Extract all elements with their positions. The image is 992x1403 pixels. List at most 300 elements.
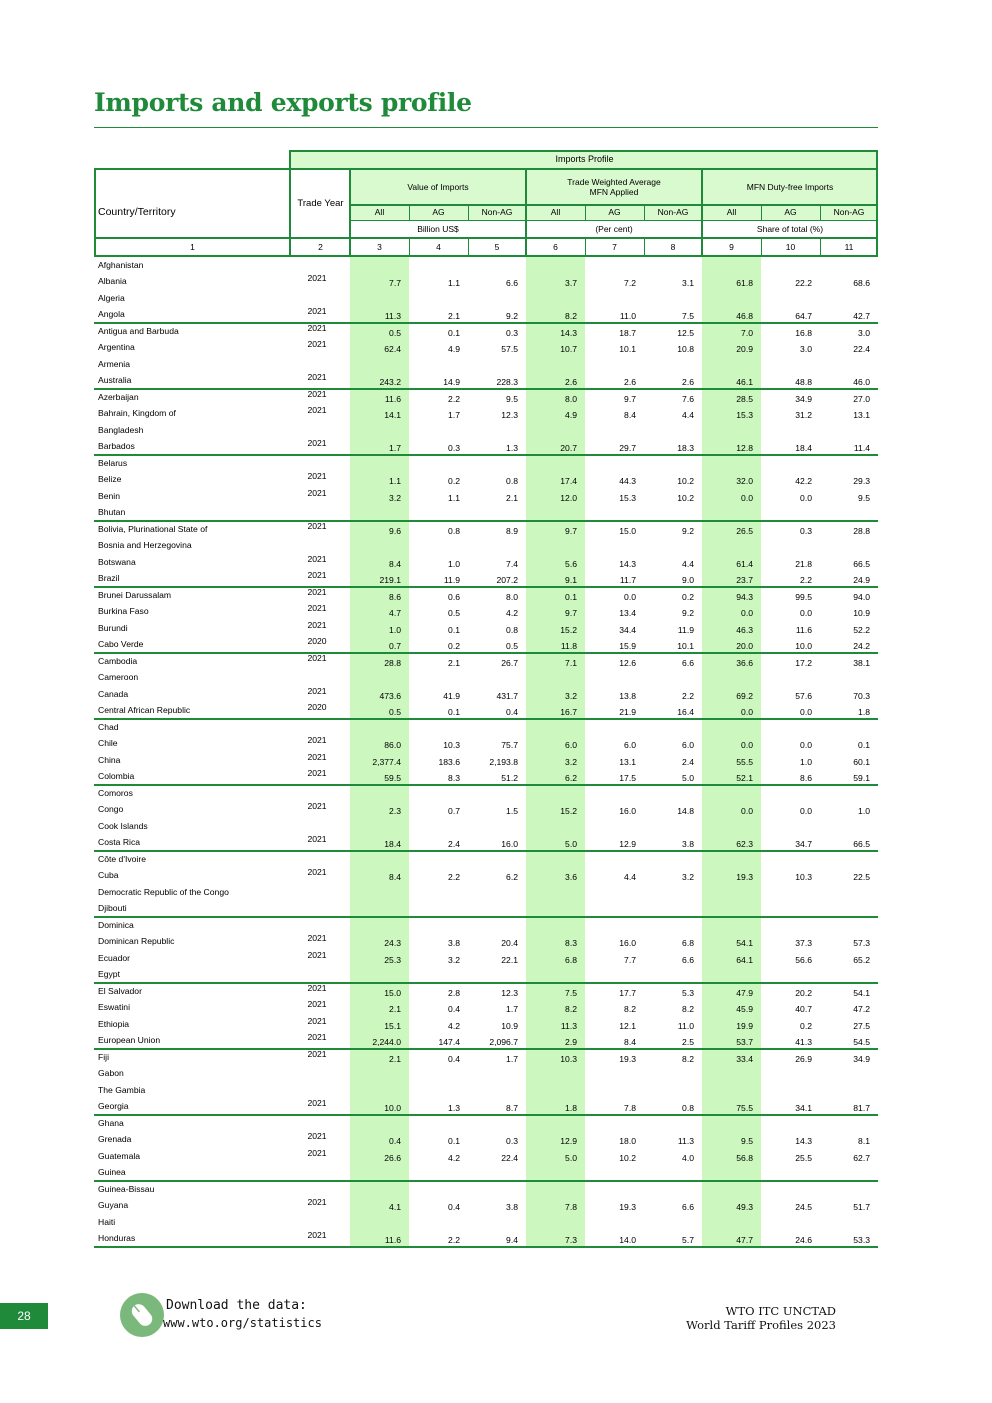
country-name: European Union [98,1035,161,1045]
value-cell: 62.7 [853,1152,870,1163]
country-name: Australia [98,375,132,385]
value-cell: 70.3 [853,690,870,701]
value-cell: 49.3 [736,1202,753,1212]
value-cell: 52.2 [853,624,870,635]
column-number: 4 [436,241,441,252]
value-cell: 2.2 [800,575,812,585]
value-cell: 1.7 [389,443,401,453]
value-cell: 19.3 [619,1202,636,1212]
trade-year-header: Trade Year [297,198,344,210]
value-cell: 12.0 [560,492,577,503]
border-sub-divider [585,204,586,221]
table-row [94,1214,878,1231]
value-cell: 5.0 [565,839,577,849]
country-name: Armenia [98,358,130,369]
country-name: Brazil [98,573,120,583]
value-cell: 34.4 [619,624,636,635]
value-cell: 0.0 [800,707,812,717]
trade-year: 2021 [307,570,327,580]
value-cell: 17.7 [619,987,636,998]
value-cell: 9.6 [389,525,401,536]
value-cell: 0.8 [448,525,460,536]
value-cell: 0.0 [800,806,812,816]
value-cell: 24.5 [795,1202,812,1212]
value-cell: 4.9 [565,410,577,420]
value-cell: 0.2 [682,591,694,602]
table-row [94,570,878,587]
country-name: Ecuador [98,952,131,963]
value-cell: 8.9 [506,525,518,536]
border-value-right [525,168,527,257]
country-name: The Gambia [98,1084,146,1095]
value-cell: 16.7 [560,707,577,717]
value-cell: 22.4 [853,344,870,354]
border-right [876,150,878,257]
value-cell: 1.7 [448,410,460,420]
subheader-cell: AG [585,205,644,220]
trade-year: 2021 [307,1131,327,1141]
value-cell: 7.7 [624,954,636,965]
value-cell: 0.0 [741,707,753,717]
value-cell: 44.3 [619,476,636,486]
value-cell: 7.8 [565,1202,577,1212]
value-cell: 10.3 [795,872,812,882]
value-cell: 0.7 [448,806,460,816]
value-cell: 10.8 [677,344,694,354]
value-cell: 8.3 [448,773,460,783]
unit-percent: (Per cent) [595,223,633,234]
value-cell: 57.6 [795,690,812,701]
trade-year: 2021 [307,751,327,762]
value-cell: 14.3 [560,327,577,338]
country-name: Guinea [98,1167,126,1177]
value-cell: 19.3 [619,1053,636,1064]
country-name: Dominica [98,919,134,930]
table-row [94,966,878,983]
value-cell: 12.8 [736,443,753,453]
border-sub-divider [644,204,645,221]
imports-profile-header: Imports Profile [291,151,878,168]
country-name: Afghanistan [98,259,144,270]
value-cell: 46.8 [736,311,753,321]
value-cell: 2.5 [682,1037,694,1047]
value-cell: 0.1 [448,707,460,717]
border-below-sub [350,220,878,221]
table-row [94,834,878,851]
value-cell: 15.1 [384,1020,401,1031]
value-cell: 33.4 [736,1053,753,1064]
border-top-imports [291,150,878,152]
twa-line2: MFN Applied [589,187,639,197]
country-name: Djibouti [98,903,127,913]
value-cell: 1.7 [506,1004,518,1014]
value-cell: 13.1 [853,410,870,420]
value-cell: 53.3 [853,1235,870,1245]
column-number: 2 [318,241,323,252]
country-name: Guatemala [98,1150,141,1161]
value-cell: 2,377.4 [372,756,401,767]
trade-year: 2021 [307,1230,327,1240]
table-row [94,1148,878,1165]
value-cell: 36.6 [736,657,753,668]
value-cell: 0.3 [800,525,812,536]
value-cell: 1.0 [389,624,401,635]
table-row [94,1032,878,1049]
country-name: Georgia [98,1101,129,1111]
download-label: Download the data: [166,1298,307,1313]
value-cell: 183.6 [438,756,460,767]
value-cell: 94.3 [736,591,753,602]
trade-year: 2021 [307,1197,327,1207]
trade-year: 2021 [307,306,327,316]
value-cell: 56.6 [795,954,812,965]
value-cell: 2.6 [565,377,577,387]
value-cell: 32.0 [736,476,753,486]
country-name: Bosnia and Herzegovina [98,540,192,550]
value-cell: 6.8 [682,938,694,948]
value-cell: 4.4 [682,410,694,420]
trade-year: 2021 [307,1048,327,1059]
value-cell: 2.3 [389,806,401,816]
value-cell: 17.2 [795,657,812,668]
value-cell: 0.0 [741,806,753,816]
value-cell: 26.7 [501,657,518,668]
country-name: Cameroon [98,672,139,682]
value-cell: 7.3 [565,1235,577,1245]
table-row [94,1016,878,1033]
value-cell: 28.8 [384,657,401,668]
value-cell: 26.5 [736,525,753,536]
border-sub-divider [468,204,469,221]
download-link[interactable]: www.wto.org/statistics [163,1316,322,1330]
value-cell: 11.6 [795,624,812,635]
table-row [94,488,878,505]
value-cell: 5.6 [565,558,577,569]
border-num-divider [644,238,645,256]
country-name: Eswatini [98,1002,130,1012]
table-row [94,752,878,769]
value-cell: 10.2 [677,476,694,486]
value-cell: 207.2 [496,575,518,585]
value-cell: 1.3 [506,443,518,453]
country-name: China [98,754,121,765]
border-year-right [349,168,351,257]
value-cell: 60.1 [853,756,870,767]
subheader-cell: Non-AG [468,205,526,220]
value-cell: 27.0 [853,393,870,404]
table-row [94,1230,878,1247]
trade-year: 2020 [307,702,327,712]
trade-year: 2021 [307,322,327,333]
country-name: Haiti [98,1216,116,1227]
value-cell: 37.3 [795,938,812,948]
value-cell: 0.5 [389,707,401,717]
value-cell: 1.3 [448,1103,460,1113]
subheader-cell: All [350,205,409,220]
value-cell: 6.2 [565,773,577,783]
country-name: Cambodia [98,655,138,666]
value-cell: 9.2 [682,525,694,536]
trade-year: 2020 [307,636,327,646]
value-cell: 8.4 [624,410,636,420]
value-cell: 3.2 [565,690,577,701]
border-sub-divider [409,204,410,221]
trade-year: 2021 [307,553,327,564]
value-cell: 54.5 [853,1037,870,1047]
column-number: 9 [729,241,734,252]
value-cell: 27.5 [853,1020,870,1031]
value-cell: 15.0 [384,987,401,998]
value-cell: 46.0 [853,377,870,387]
value-cell: 8.7 [506,1103,518,1113]
trade-year: 2021 [307,438,327,448]
value-cell: 17.4 [560,476,577,486]
group-separator [94,1246,878,1248]
value-cell: 1.1 [389,476,401,486]
border-left [94,168,96,257]
value-cell: 54.1 [736,938,753,948]
value-cell: 18.7 [619,327,636,338]
country-name: Cook Islands [98,820,148,831]
value-cell: 1.0 [448,558,460,569]
country-name: Burkina Faso [98,606,149,616]
value-cell: 24.9 [853,575,870,585]
subheader-cell: All [526,205,585,220]
table-row [94,356,878,373]
value-cell: 3.2 [682,872,694,882]
value-cell: 219.1 [379,575,401,585]
country-name: Guinea-Bissau [98,1183,155,1194]
value-cell: 20.0 [736,641,753,651]
value-cell: 3.0 [800,344,812,354]
country-name: Brunei Darussalam [98,589,172,600]
value-cell: 46.3 [736,624,753,635]
country-name: Belize [98,474,122,484]
value-cell: 11.3 [677,1136,694,1146]
value-cell: 12.9 [560,1136,577,1146]
country-name: Bangladesh [98,424,144,435]
country-name: Belarus [98,457,128,468]
value-cell: 25.5 [795,1152,812,1163]
table-row [94,438,878,455]
value-cell: 57.3 [853,938,870,948]
unit-value: Billion US$ [417,223,459,234]
value-cell: 7.5 [565,987,577,998]
border-num-divider [820,238,821,256]
value-cell: 47.2 [853,1004,870,1014]
value-cell: 0.1 [858,740,870,750]
value-cell: 26.6 [384,1152,401,1163]
table-row [94,603,878,620]
value-cell: 9.5 [858,492,870,503]
country-name: Bolivia, Plurinational State of [98,523,208,534]
border-sub-divider [761,204,762,221]
value-cell: 20.4 [501,938,518,948]
value-cell: 243.2 [379,377,401,387]
country-name: Côte d'Ivoire [98,853,146,864]
value-cell: 24.6 [795,1235,812,1245]
value-cell: 6.6 [682,657,694,668]
value-cell: 9.0 [682,575,694,585]
value-cell: 2.1 [448,311,460,321]
value-cell: 4.2 [448,1020,460,1031]
value-cell: 54.1 [853,987,870,998]
value-cell: 1.0 [858,806,870,816]
twa-line1: Trade Weighted Average [567,176,661,187]
value-cell: 42.7 [853,311,870,321]
country-name: Barbados [98,441,135,451]
country-name: Costa Rica [98,837,141,847]
value-cell: 2.2 [448,872,460,882]
country-name: Colombia [98,771,135,781]
value-cell: 0.0 [741,608,753,618]
column-number: 5 [494,241,500,252]
value-cell: 473.6 [379,690,401,701]
value-cell: 4.7 [389,608,401,618]
value-cell: 2.1 [448,657,460,668]
value-cell: 13.1 [619,756,636,767]
value-cell: 7.8 [624,1103,636,1113]
value-cell: 34.9 [853,1053,870,1064]
trade-year: 2021 [307,586,327,597]
trade-year: 2021 [307,685,327,696]
value-cell: 10.0 [795,641,812,651]
value-cell: 0.4 [448,1202,460,1212]
country-name: Bahrain, Kingdom of [98,408,176,418]
value-cell: 14.1 [384,410,401,420]
country-name: Azerbaijan [98,391,139,402]
value-cell: 45.9 [736,1004,753,1014]
value-cell: 14.0 [619,1235,636,1245]
value-cell: 6.6 [682,1202,694,1212]
value-cell: 41.3 [795,1037,812,1047]
table-row [94,851,878,868]
country-name: Angola [98,309,125,319]
value-cell: 6.0 [624,740,636,750]
value-cell: 0.1 [565,591,577,602]
value-cell: 8.1 [858,1136,870,1146]
country-header: Country/Territory [98,205,176,218]
subheader-cell: AG [409,205,468,220]
value-cell: 2,244.0 [372,1037,401,1047]
table-row [94,818,878,835]
unit-share: Share of total (%) [756,223,824,234]
value-cell: 12.3 [501,410,518,420]
trade-year: 2021 [307,949,327,960]
value-cell: 8.2 [682,1004,694,1014]
table-row [94,372,878,389]
trade-year: 2021 [307,471,327,481]
value-cell: 11.3 [560,1020,577,1031]
country-name: Chad [98,721,119,732]
value-cell: 10.3 [560,1053,577,1064]
value-cell: 0.7 [389,641,401,651]
value-cell: 147.4 [438,1037,460,1047]
trade-year: 2021 [307,388,327,399]
table-row [94,785,878,802]
value-cell: 34.1 [795,1103,812,1113]
value-cell: 13.4 [619,608,636,618]
value-cell: 15.3 [619,492,636,503]
trade-year: 2021 [307,619,327,630]
country-name: Dominican Republic [98,936,175,946]
value-cell: 8.0 [565,393,577,404]
trade-year: 2021 [307,933,327,943]
value-cell: 1.7 [506,1053,518,1064]
value-cell: 1.1 [448,492,460,503]
value-cell: 38.1 [853,657,870,668]
trade-year: 2021 [307,273,327,283]
value-cell: 5.7 [682,1235,694,1245]
value-cell: 2.6 [682,377,694,387]
value-cell: 40.7 [795,1004,812,1014]
value-cell: 10.3 [443,740,460,750]
value-cell: 7.2 [624,278,636,288]
value-cell: 10.0 [384,1103,401,1113]
value-cell: 18.0 [619,1136,636,1146]
value-cell: 14.8 [677,806,694,816]
value-cell: 6.6 [506,278,518,288]
table-row [94,290,878,307]
value-cell: 7.4 [506,558,518,569]
value-cell: 99.5 [795,591,812,602]
value-cell: 16.4 [677,707,694,717]
table-row [94,950,878,967]
value-cell: 41.9 [443,690,460,701]
table-row [94,669,878,686]
country-name: Argentina [98,342,135,352]
value-cell: 7.7 [389,278,401,288]
value-cell: 0.5 [389,327,401,338]
value-cell: 15.2 [560,624,577,635]
value-cell: 1.5 [506,806,518,816]
value-cell: 2.1 [389,1004,401,1014]
value-cell: 3.8 [682,839,694,849]
country-name: Canada [98,688,129,699]
country-name: Algeria [98,292,125,303]
border-num-divider [409,238,410,256]
table-row [94,1181,878,1198]
value-cell: 0.5 [448,608,460,618]
value-cell: 0.4 [389,1136,401,1146]
value-cell: 16.0 [619,938,636,948]
value-cell: 4.0 [682,1152,694,1163]
value-cell: 0.0 [741,740,753,750]
value-cell: 0.4 [448,1004,460,1014]
trade-year: 2021 [307,982,327,993]
value-cell: 7.5 [682,311,694,321]
country-name: Antigua and Barbuda [98,325,179,336]
value-cell: 22.1 [501,954,518,965]
value-cell: 51.2 [501,773,518,783]
border-twa-right [701,168,703,257]
value-cell: 12.6 [619,657,636,668]
value-cell: 8.2 [682,1053,694,1064]
value-cell: 19.9 [736,1020,753,1031]
value-cell: 1.8 [565,1103,577,1113]
trade-year: 2021 [307,1032,327,1042]
table-row [94,471,878,488]
value-cell: 2.2 [448,1235,460,1245]
table-row [94,257,878,274]
value-cell: 11.6 [384,1235,401,1245]
value-of-imports-header: Value of Imports [350,170,526,204]
table-row [94,323,878,340]
value-cell: 31.2 [795,410,812,420]
value-cell: 2,193.8 [489,756,518,767]
value-cell: 0.0 [800,608,812,618]
table-row [94,1098,878,1115]
